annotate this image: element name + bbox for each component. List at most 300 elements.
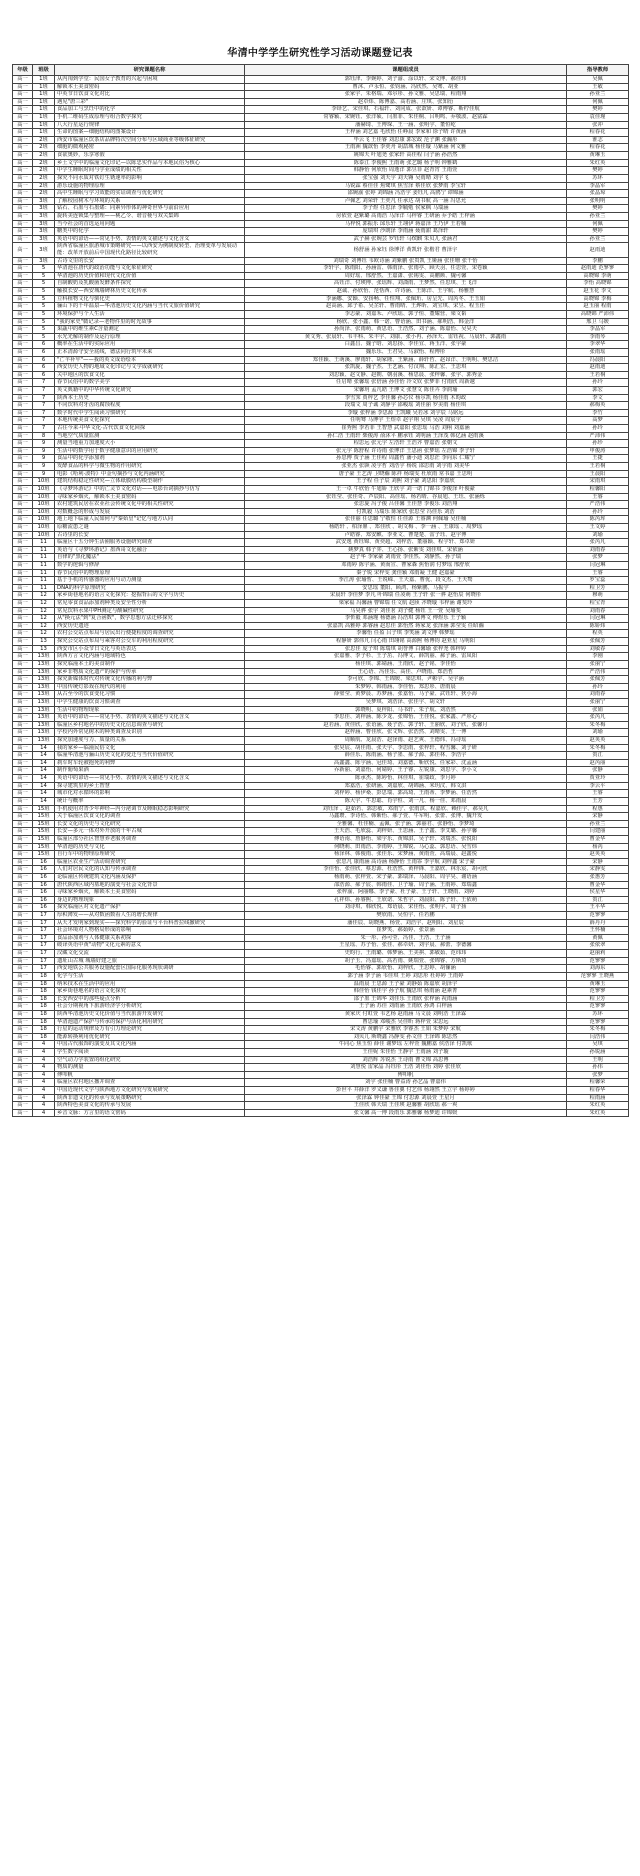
topic-cell: 触摸长安—西安城墙碑林历史文化传承: [55, 288, 245, 296]
grade-cell: 高一: [13, 190, 33, 198]
topic-cell: 华清池的历史与文化: [55, 843, 245, 851]
class-cell: 5: [33, 280, 55, 288]
advisor-cell: 刘瑜: [567, 729, 629, 737]
members-cell: 刘宇 张佳楠 曹益涛 孙艺晶 曹嘉伟: [245, 1079, 567, 1087]
class-cell: 13班: [33, 721, 55, 729]
topic-cell: 农村建筑民居在农业社会传统文化中的相关性研究: [55, 501, 245, 509]
grade-cell: 高一: [13, 729, 33, 737]
table-row: [13, 152, 629, 160]
advisor-cell: 王捷: [567, 455, 629, 463]
table-row: [13, 1094, 629, 1102]
topic-cell: 从"换元法"到"复合函数"，数学思想方法迁移探究: [55, 615, 245, 623]
class-cell: 16: [33, 858, 55, 866]
class-cell: 7: [33, 425, 55, 433]
members-cell: 周顺航、龙晨浩、赵泽雨、赵艺爽、王德炜、冯诗瑶: [245, 737, 567, 745]
members-cell: 王雨洲 魏歆怡 李奕舟 胡喆城 杨佳璇 马紫涵 何文雅: [245, 144, 567, 152]
table-row: [13, 584, 629, 592]
topic-cell: 糖类中的化学: [55, 228, 245, 236]
topic-cell: 探究新媒体时代对传统文化传播的利与弊: [55, 676, 245, 684]
grade-cell: 高一: [13, 91, 33, 99]
class-cell: 1班: [33, 106, 55, 114]
table-row: [13, 1102, 629, 1110]
members-cell: 刘浩辉 苏锐杰 王诗雨 曹文锦 高思博: [245, 1056, 567, 1064]
table-row: [13, 295, 629, 303]
grade-cell: 高一: [13, 280, 33, 288]
advisor-cell: 王晨阳: [567, 470, 629, 478]
advisor-cell: 范寥寥 王晓燕: [567, 972, 629, 980]
table-row: [13, 683, 629, 691]
grade-cell: 高一: [13, 927, 33, 935]
table-row: [13, 569, 629, 577]
table-row: [13, 744, 629, 752]
class-cell: 11: [33, 539, 55, 547]
grade-cell: 高一: [13, 341, 33, 349]
table-row: [13, 516, 629, 524]
class-cell: 18: [33, 988, 55, 996]
grade-cell: 高一: [13, 698, 33, 706]
advisor-cell: 程春华: [567, 1087, 629, 1095]
members-cell: 彭世平 井薛洋 罗义谦 鲁佳翼 付艺伟 杨翊然 王立宇 杨婷婷: [245, 1087, 567, 1095]
members-cell: 张嘉凯 高雅婷 郭睿涵 赵思佳 郭怡然 蒋家龙 张泽涵 郭莹雯 任昭瀚: [245, 622, 567, 630]
members-cell: 陈泰江 李俊熙 王雨萌 张艺璐 杨子明 钟雅鹤: [245, 159, 567, 167]
topic-cell: 探究不同水质对铁钉生锈速率的影响: [55, 174, 245, 182]
advisor-cell: 申俊涛: [567, 447, 629, 455]
class-cell: 14: [33, 752, 55, 760]
topic-cell: 英语中的谚语——常见手势、表情的英文描述与文化含义: [55, 775, 245, 783]
advisor-cell: 王睿: [567, 493, 629, 501]
advisor-cell: 孙亚兰: [567, 820, 629, 828]
class-cell: 18: [33, 1018, 55, 1026]
grade-cell: 高一: [13, 562, 33, 570]
table-row: [13, 607, 629, 615]
advisor-cell: 高晓锦 李梅: [567, 295, 629, 303]
class-cell: 1班: [33, 98, 55, 106]
table-row: [13, 432, 629, 440]
table-row: [13, 881, 629, 889]
advisor-cell: 郭宏: [567, 386, 629, 394]
members-cell: 李可欣、李锦、王锦媛、梁思琪、尹彬宇、吴宇涵: [245, 676, 567, 684]
topic-cell: 生活中的数学用于数字健康意识的应用研究: [55, 447, 245, 455]
class-cell: 1班: [33, 114, 55, 122]
class-cell: 13: [33, 638, 55, 646]
advisor-cell: 王睿: [567, 790, 629, 798]
table-row: [13, 190, 629, 198]
advisor-cell: 邢卫 马媛: [567, 318, 629, 326]
grade-cell: 高一: [13, 1003, 33, 1011]
topic-cell: 不同饮料对牙齿的腐蚀程度: [55, 402, 245, 410]
class-cell: 4: [33, 1109, 55, 1117]
members-cell: 杨欣、张小鑫、韩一诺、曹语涵、田书涵、郝明浩、韩金洋: [245, 318, 567, 326]
advisor-cell: 严沛伟: [567, 432, 629, 440]
members-cell: 任启晴 张馨瑶 张倍涵 孙佳怡 冷文钦 张梦菲 付雨欣 周新越: [245, 379, 567, 387]
class-cell: 17: [33, 912, 55, 920]
table-row: [13, 767, 629, 775]
advisor-cell: 郝梅英: [567, 402, 629, 410]
class-cell: 17: [33, 950, 55, 958]
grade-cell: 高一: [13, 478, 33, 486]
class-cell: 15班: [33, 835, 55, 843]
advisor-cell: 冯晨阳: [567, 356, 629, 364]
grade-cell: 高一: [13, 577, 33, 585]
table-row: [13, 1041, 629, 1049]
table-row: [13, 980, 629, 988]
class-cell: 15班: [33, 820, 55, 828]
advisor-cell: 贺江: [567, 896, 629, 904]
topic-cell: 陕西方言文化内涵与地域特色: [55, 653, 245, 661]
members-cell: 樊欣雨、吴恒宇、任若鹏: [245, 912, 567, 920]
class-cell: 9: [33, 447, 55, 455]
advisor-cell: 朱冬梅: [567, 744, 629, 752]
members-cell: 常睿颖、宋婉钰、张洋硕、闫墨菲、朱佳桐、吕明鸣、乔敬波、赵富霖: [245, 114, 567, 122]
advisor-cell: 朱红英: [567, 159, 629, 167]
grade-cell: 高一: [13, 668, 33, 676]
advisor-cell: 孙玲: [567, 379, 629, 387]
grade-cell: 高一: [13, 957, 33, 965]
table-row: [13, 851, 629, 859]
members-cell: 张凯旋、魏子杰、王艺涵、付汉翔、陈汇宏、王思琪: [245, 364, 567, 372]
grade-cell: 高一: [13, 257, 33, 265]
grade-cell: 高一: [13, 394, 33, 402]
topic-cell: 华清池的历史价值和现代文化价值: [55, 272, 245, 280]
table-row: [13, 318, 629, 326]
class-cell: 10班: [33, 485, 55, 493]
grade-cell: 高一: [13, 447, 33, 455]
table-row: [13, 144, 629, 152]
header-row: [13, 65, 629, 76]
members-cell: 杨舒涵 孙家钰 徐博洋 黄凯轩 张楷君 曹泽宇: [245, 243, 567, 257]
members-cell: 季江涛 张瑜皙、王锐嵘、王天嘉、曹优、段文杰、王天骜: [245, 577, 567, 585]
table-row: [13, 402, 629, 410]
advisor-cell: 李晶军: [567, 182, 629, 190]
members-cell: 张思旋 冯子俊 吕佳馨 王佳慧 李俊乐 刘浩翔: [245, 501, 567, 509]
advisor-cell: 高晓锦 严沛伟: [567, 310, 629, 318]
advisor-cell: 李怡 高晓锦: [567, 280, 629, 288]
table-row: [13, 485, 629, 493]
grade-cell: 高一: [13, 691, 33, 699]
table-row: [13, 660, 629, 668]
table-row: [13, 174, 629, 182]
grade-cell: 高一: [13, 782, 33, 790]
class-cell: 14: [33, 759, 55, 767]
class-cell: 5: [33, 333, 55, 341]
grade-cell: 高一: [13, 630, 33, 638]
advisor-cell: 赵英英: [567, 737, 629, 745]
members-cell: 安思瑶 董阳、顾鸿、杨紫鹏、马振宇: [245, 584, 567, 592]
advisor-cell: 程春花: [567, 144, 629, 152]
advisor-cell: 朱冬梅: [567, 721, 629, 729]
advisor-cell: 何佩: [567, 220, 629, 228]
members-cell: 黄家庆 付虹萱 韦艺杨 赵雨涵 马文晨 刘明浩 王泽霖: [245, 1010, 567, 1018]
class-cell: 12: [33, 615, 55, 623]
grade-cell: 高一: [13, 440, 33, 448]
members-cell: 韩静怡 何欣怡 周逸洋 郭昱菲 赵青宵 王雨萱: [245, 167, 567, 175]
members-cell: 武安逸 黄钰锦、黄奕超、刘梓浩、董丽颖、程宇轩、郑卓妍: [245, 539, 567, 547]
table-row: [13, 356, 629, 364]
topic-cell: 水光光解的制作及运行原理: [55, 333, 245, 341]
members-cell: 马鑫瓒、李诗怡、韩紫怡、郝子萱、牛军明、张蕾、张博、魏开发: [245, 813, 567, 821]
topic-cell: 环境保护与个人生活: [55, 310, 245, 318]
members-cell: 何晓莉、田雨浩、李雨婷、王锦锐、马心蕊、郭思语、吴雪炜: [245, 843, 567, 851]
class-cell: 2班: [33, 136, 55, 144]
grade-cell: 高一: [13, 523, 33, 531]
members-cell: 张昊宸、胡佳雨、张天宇、李思雨、张梓轩、程雪馨、刘子研: [245, 744, 567, 752]
grade-cell: 高一: [13, 934, 33, 942]
class-cell: 3班: [33, 243, 55, 257]
topic-cell: 西安历史遗迹: [55, 622, 245, 630]
advisor-cell: 袁佳瑾: [567, 114, 629, 122]
members-cell: 邵浩源、郝子宸、韩雨佳、卫子瑜、周子涵、王雨婷、郑瑞鑫: [245, 881, 567, 889]
advisor-cell: 吴琪: [567, 1041, 629, 1049]
class-cell: 7: [33, 386, 55, 394]
topic-cell: 陕西本土历史: [55, 394, 245, 402]
grade-cell: 高一: [13, 759, 33, 767]
advisor-cell: 王芳: [567, 797, 629, 805]
table-row: [13, 364, 629, 372]
topic-cell: 八大行星运行规律: [55, 121, 245, 129]
advisor-cell: 张娟: [567, 706, 629, 714]
advisor-cell: 张佩芳: [567, 676, 629, 684]
class-cell: 11: [33, 554, 55, 562]
grade-cell: 高一: [13, 638, 33, 646]
class-cell: 7: [33, 379, 55, 387]
grade-cell: 高一: [13, 820, 33, 828]
topic-cell: 西安地铁公共服务设施配套区国际化服务现状调研: [55, 965, 245, 973]
header-class: 班级: [33, 65, 55, 76]
topic-cell: 关于临潼区饮食文化的调查: [55, 813, 245, 821]
class-cell: 4: [33, 1049, 55, 1057]
grade-cell: 高一: [13, 972, 33, 980]
members-cell: 刘瑞奇 刘博钰 韦欧诗涵 刘紫鹏 张贵凯 王娅涵 张佳珊 张千怡: [245, 257, 567, 265]
table-row: [13, 409, 629, 417]
topic-cell: 行星的运动规律及万有引力理论研究: [55, 1026, 245, 1034]
advisor-cell: 樊婷: [567, 228, 629, 236]
table-row: [13, 950, 629, 958]
topic-cell: 英文典籍中的中华传统文化研究: [55, 386, 245, 394]
grade-cell: 高一: [13, 295, 33, 303]
topic-cell: 临潼区农业生产活动调查研究: [55, 858, 245, 866]
members-cell: 李忻毅 邓涵瑾 杨德涵 冯浩琪 郭博文 傅煜乐 王子颖: [245, 615, 567, 623]
class-cell: 4: [33, 1071, 55, 1079]
grade-cell: 高一: [13, 463, 33, 471]
members-cell: 曹沐、卢永恒、张钧涵、冯欣然、吴骞、胡亚: [245, 83, 567, 91]
advisor-cell: 李雨琴: [567, 333, 629, 341]
topic-cell: 化学与生活: [55, 972, 245, 980]
topic-cell: 中国古代服饰的演变及其文化内涵: [55, 1041, 245, 1049]
advisor-cell: 王明: [567, 1056, 629, 1064]
advisor-cell: 宋雨琪: [567, 478, 629, 486]
advisor-cell: 张依翠: [567, 942, 629, 950]
topic-cell: 高中生睡眠与学习效能的实证调查与优化研究: [55, 190, 245, 198]
advisor-cell: 张雨瑶: [567, 348, 629, 356]
members-cell: 刘钰泽 、赵茹若、郭思敏、邓雨宁、张雨淇、程嘉欣、赖佳宇、郝昊凡: [245, 805, 567, 813]
class-cell: 15班: [33, 851, 55, 859]
grade-cell: 高一: [13, 569, 33, 577]
members-cell: 高钰洋、付瑛博、张瑶辉、刘潇雨、王梦然、任思琪、王飞洋: [245, 280, 567, 288]
advisor-cell: 王平华: [567, 904, 629, 912]
class-cell: 13班: [33, 698, 55, 706]
table-row: [13, 653, 629, 661]
table-row: [13, 714, 629, 722]
class-cell: 2班: [33, 159, 55, 167]
class-cell: 2班: [33, 144, 55, 152]
topic-cell: 探究公交站点布局与乘客对公交车的利用程度研究: [55, 638, 245, 646]
members-cell: 邵子墨 王锦华 刘佳乐 王雨欣 张梓涵 祝雨涵: [245, 995, 567, 1003]
class-cell: 16: [33, 881, 55, 889]
grade-cell: 高一: [13, 106, 33, 114]
class-cell: 16: [33, 873, 55, 881]
advisor-cell: 贾亚玲: [567, 775, 629, 783]
members-cell: 庞瑞琪 沙朗泽 李雨涵 聂雨甜 葛泽轩: [245, 228, 567, 236]
topic-cell: 发酵食品的科学与微生物的作用研究: [55, 463, 245, 471]
table-row: [13, 729, 629, 737]
class-cell: 1班: [33, 129, 55, 137]
members-cell: 张嘉雅、李子杉、王子茁、冯博文、薛凯丽、郝子涵、雷凤阳: [245, 653, 567, 661]
members-cell: 薛佳乐、陈雨涵、杨子墨、郝子源、郭佳林、李浩宇: [245, 752, 567, 760]
topic-cell: 遗址山古城 城墙好建之旅: [55, 957, 245, 965]
table-row: [13, 235, 629, 243]
topic-cell: 手机使用对青少年神经—内分泌调节及睡眠稳态影响研究: [55, 805, 245, 813]
advisor-cell: 刘雨春: [567, 607, 629, 615]
members-cell: 刘思颖、赵文静、赵朝、朝羽溪、杨思晨、张梓馨、张宇、郭秀金: [245, 371, 567, 379]
members-cell: 杨泽林、韩俊雨、张佳乐、宋梦涵、黄雨萱、高瑞晨、赵鑫悦: [245, 851, 567, 859]
advisor-cell: 孙玲: [567, 425, 629, 433]
topic-cell: 傅叩帆: [55, 1071, 245, 1079]
topic-cell: 建筑结构稳定性研究—立体纸膜结构模型制作: [55, 478, 245, 486]
members-cell: 邓雨婷 陈宇涵、黄而宣、曹家森 焦怡润 付梦瑶 邢舒欣: [245, 562, 567, 570]
topic-cell: 旋转美连锁集与整理——桃乙令、谐音梗与双关集锦: [55, 212, 245, 220]
table-row: [13, 965, 629, 973]
table-row: [13, 676, 629, 684]
topic-cell: 骊山下的千年温泉—华清池历史文化内涵与当代文旅价值研究: [55, 303, 245, 311]
table-row: [13, 1087, 629, 1095]
advisor-cell: 孙锐涵: [567, 1049, 629, 1057]
class-cell: 10班: [33, 493, 55, 501]
grade-cell: 高一: [13, 706, 33, 714]
grade-cell: 高一: [13, 950, 33, 958]
table-row: [13, 737, 629, 745]
grade-cell: 高一: [13, 912, 33, 920]
advisor-cell: 樊婷: [567, 106, 629, 114]
grade-cell: 高一: [13, 851, 33, 859]
grade-cell: 高一: [13, 144, 33, 152]
advisor-cell: 李晶军: [567, 326, 629, 334]
topic-cell: 人们对居民文化的认知与传承调查: [55, 866, 245, 874]
table-row: [13, 167, 629, 175]
advisor-cell: 穆萌: [567, 592, 629, 600]
table-row: [13, 782, 629, 790]
grade-cell: 高一: [13, 873, 33, 881]
class-cell: 10班: [33, 516, 55, 524]
topic-cell: 乡土文学中的临潼文化印记—以陈忠实作品与本地民俗为核心: [55, 159, 245, 167]
grade-cell: 高一: [13, 790, 33, 798]
topic-cell: 厚积薄发——从对数函数看人生的增长规律: [55, 912, 245, 920]
grade-cell: 高一: [13, 98, 33, 106]
topic-cell: 临潼区十五分钟生活圈服务设施研究调查: [55, 539, 245, 547]
class-cell: 15班: [33, 828, 55, 836]
members-cell: 孙思博 贾子涵 王佳程 周鑫哲 潘小迪 刘思茫 李向东 仁耀宁: [245, 455, 567, 463]
grade-cell: 高一: [13, 714, 33, 722]
advisor-cell: 李鹏: [567, 257, 629, 265]
grade-cell: 高一: [13, 980, 33, 988]
members-cell: 王一卓 牛欣怡 牛旭娇 王欣宇 刘一诺 门锦书 李俊泽 叶俊豪: [245, 485, 567, 493]
grade-cell: 高一: [13, 167, 33, 175]
class-cell: 14: [33, 797, 55, 805]
table-row: [13, 98, 629, 106]
advisor-cell: 范寥寥: [567, 912, 629, 920]
class-cell: 4: [33, 1087, 55, 1095]
table-row: [13, 1064, 629, 1072]
class-cell: 5: [33, 318, 55, 326]
topic-cell: 临潼区部分社区智慧养老服务调查: [55, 835, 245, 843]
grade-cell: 高一: [13, 919, 33, 927]
class-cell: 17: [33, 942, 55, 950]
topic-cell: 物质的测量: [55, 1064, 245, 1072]
members-cell: 王子涵 苏佳 刘雨涵 王雨欣 孙鸿 白梓涵: [245, 1003, 567, 1011]
members-cell: 李佳怡、张佳欣、蔡思源、杜浩然、黄梓锋、王嘉欣、林乐宸、胡可欣: [245, 866, 567, 874]
topic-cell: 临潼区乡村地名中的历史文化信息调查与研究: [55, 721, 245, 729]
members-cell: 全雅馨、杜佳楠、孟佩、张子涵、郭丽君、张静怡、李梦琦: [245, 820, 567, 828]
topic-cell: 自行车中的物理原理研究: [55, 851, 245, 859]
table-row: [13, 919, 629, 927]
topic-cell: 英语与《寻梦环游记》墨西哥文化融合: [55, 546, 245, 554]
table-row: [13, 691, 629, 699]
topic-cell: 探究临潼本土的美食制作: [55, 660, 245, 668]
class-cell: 1班: [33, 76, 55, 84]
grade-cell: 高一: [13, 676, 33, 684]
grade-cell: 高一: [13, 402, 33, 410]
table-row: [13, 106, 629, 114]
grade-cell: 高一: [13, 83, 33, 91]
table-row: [13, 129, 629, 137]
topic-cell: 自律的"黑化魔法": [55, 554, 245, 562]
table-row: [13, 988, 629, 996]
table-row: [13, 303, 629, 311]
class-cell: 12: [33, 630, 55, 638]
advisor-cell: 严浩伟: [567, 668, 629, 676]
grade-cell: 高一: [13, 988, 33, 996]
class-cell: 3班: [33, 235, 55, 243]
advisor-cell: 曹金华: [567, 881, 629, 889]
table-row: [13, 797, 629, 805]
class-cell: 13: [33, 645, 55, 653]
table-row: [13, 212, 629, 220]
class-cell: 15班: [33, 805, 55, 813]
advisor-cell: 何佩: [567, 98, 629, 106]
class-cell: 1班: [33, 91, 55, 99]
advisor-cell: 贺江: [567, 752, 629, 760]
members-cell: 张梓渝、阿丽娜、李子豪、杜子豪、王子轩、王晓雨、刘婷: [245, 889, 567, 897]
members-cell: 杨雨萌、张梓萱、宋子豪、郭瑞泽、马晨阳、周宇昊、谢语涵: [245, 873, 567, 881]
class-cell: 5: [33, 303, 55, 311]
advisor-cell: 李文: [567, 394, 629, 402]
members-cell: 李子煜 任思泽 李毓勉 侯家枫 马瑞涵: [245, 205, 567, 213]
grade-cell: 高一: [13, 516, 33, 524]
members-cell: 吴梦琪、刘浩泽、张佳宇、胡文轩: [245, 698, 567, 706]
topic-cell: 寻味家乡烟火，解锁本土美食密码: [55, 493, 245, 501]
topic-cell: 中国近现代文学与陕西地方文化研究与发展研究: [55, 1087, 245, 1095]
grade-cell: 高一: [13, 1026, 33, 1034]
table-row: [13, 265, 629, 273]
advisor-cell: 程惠: [567, 805, 629, 813]
grade-cell: 高一: [13, 310, 33, 318]
members-cell: 史昀行、王雨璐、韩梦涵、王美祺、郭敏茹、范纬玮: [245, 950, 567, 958]
grade-cell: 高一: [13, 265, 33, 273]
members-cell: 宋馨玥 孟凡皓 王博文 张慧文 陈佳卉 李润瑜: [245, 386, 567, 394]
class-cell: 7: [33, 394, 55, 402]
grade-cell: 高一: [13, 303, 33, 311]
advisor-cell: 苏环: [567, 174, 629, 182]
registration-sheet: [12, 42, 628, 1117]
